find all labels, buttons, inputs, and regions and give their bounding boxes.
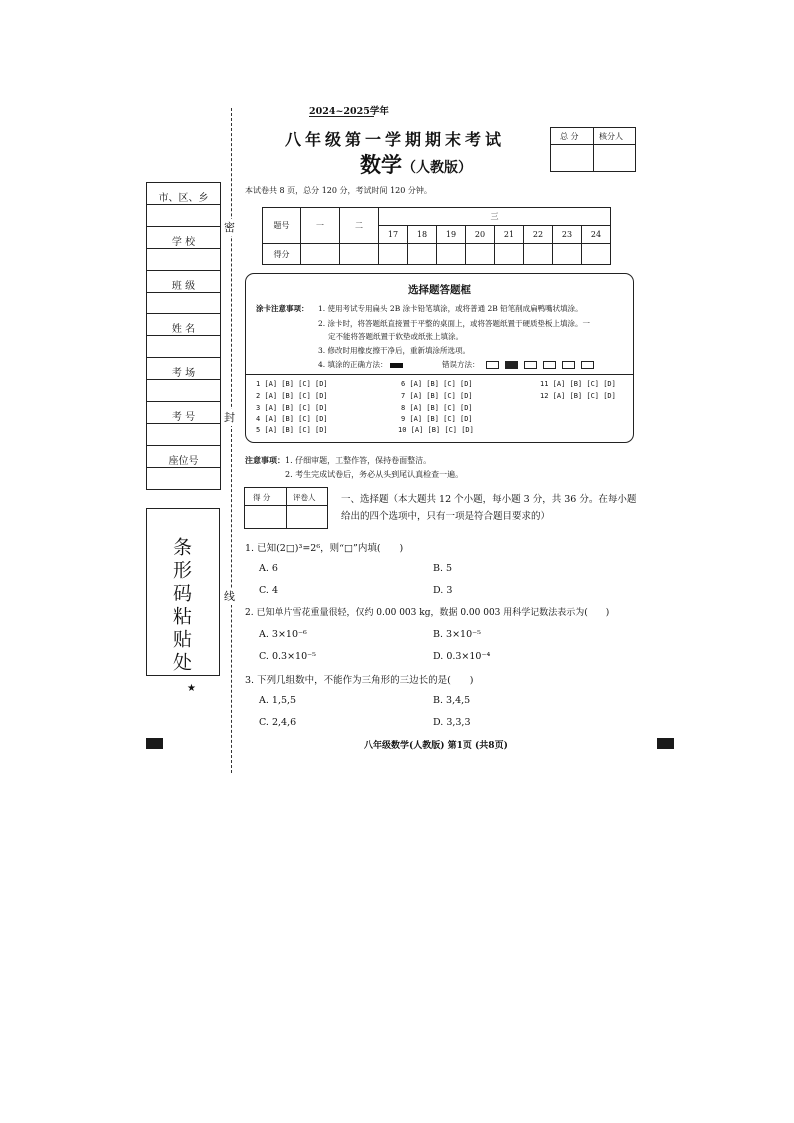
section-grade-box	[244, 487, 328, 529]
question-2-option-d[interactable]: D. 0.3×10⁻⁴	[433, 651, 491, 662]
wrong-partial-icon	[562, 361, 575, 369]
question-3-option-d[interactable]: D. 3,3,3	[433, 717, 471, 728]
barcode-area	[146, 508, 220, 676]
star-mark: ★	[187, 683, 196, 694]
question-1-option-d[interactable]: D. 3	[433, 585, 453, 596]
info-row-district[interactable]: 市、区、乡	[147, 183, 220, 227]
question-1-stem: 1. 已知(2□)³=2⁶，则“□”内填( )	[245, 543, 404, 554]
total-score-box	[550, 127, 636, 172]
exam-title: 八年级第一学期期末考试	[285, 130, 506, 149]
wrong-line-icon	[543, 361, 556, 369]
wrong-cross-icon	[524, 361, 537, 369]
total-score-label: 总 分	[560, 132, 579, 141]
answer-option-row[interactable]: 4 [A] [B] [C] [D]	[256, 415, 328, 423]
question-2-option-a[interactable]: A. 3×10⁻⁶	[259, 629, 307, 640]
notes-label: 涂卡注意事项：	[256, 304, 309, 313]
question-3-option-c[interactable]: C. 2,4,6	[259, 717, 297, 728]
info-row-seat[interactable]: 座位号	[147, 446, 220, 490]
correct-fill-icon	[390, 363, 403, 368]
info-row-class[interactable]: 班 级	[147, 271, 220, 315]
info-row-exam-room[interactable]: 考 场	[147, 358, 220, 402]
question-1-option-b[interactable]: B. 5	[433, 563, 453, 574]
exam-intro: 本试卷共 8 页，总分 120 分，考试时间 120 分钟。	[245, 186, 432, 195]
answer-option-row[interactable]: 7 [A] [B] [C] [D]	[401, 392, 473, 400]
alignment-marker-left	[146, 738, 163, 749]
question-2-stem: 2. 已知单片雪花重量很轻，仅约 0.00 003 kg，数据 0.00 003 用科学记数法表示为( )	[245, 608, 610, 618]
seal-char-feng: 封	[224, 411, 235, 424]
section-score-label: 得 分	[253, 493, 271, 502]
answer-option-row[interactable]: 2 [A] [B] [C] [D]	[256, 392, 328, 400]
score-table: 题号 一 二 三 17 18 19 20 21 22 23 24 得分	[262, 207, 611, 265]
answer-option-row[interactable]: 11 [A] [B] [C] [D]	[540, 380, 616, 388]
answer-frame: 选择题答题框 涂卡注意事项： 1. 使用考试专用扁头 2B 涂卡铅笔填涂，或将普通 2B 铅笔削成扁鸭嘴状填涂。 2. 涂卡时，将答题纸直接置于平整的桌面上，或将答题纸置于硬质垫板上填涂。一 定不能将答题纸置于软垫或纸张上填涂。 3. 修改时用橡皮擦干净后，重新填涂所选项。 4. 填涂的正确方法： 错误方法： 1 [A] [B] [C] [D] 2 [A] [B] [C] [D] 3 [A] [B] [C] [D] 4 [A] [B] [C] [D] 5 [A] [B] [C] [D] 6 [A] [B] [C] [D] 7 [A] [B] [C] [D] 8 [A] [B] [C] [D] 9 [A] [B] [C] [D] 10 [A] [B] [C] [D] 11 [A] [B] [C] [D] 12 [A] [B] [C] [D]	[245, 273, 634, 443]
answer-option-row[interactable]: 12 [A] [B] [C] [D]	[540, 392, 616, 400]
answer-option-row[interactable]: 9 [A] [B] [C] [D]	[401, 415, 473, 423]
question-3-option-a[interactable]: A. 1,5,5	[259, 695, 297, 706]
section-1-heading: 一、选择题（本大题共 12 个小题，每小题 3 分，共 36 分。在每小题给出的四个选项中，只有一项是符合题目要求的）	[341, 494, 637, 522]
answer-option-row[interactable]: 1 [A] [B] [C] [D]	[256, 380, 328, 388]
barcode-label: 条形码粘贴处	[170, 537, 192, 675]
question-2-option-b[interactable]: B. 3×10⁻⁵	[433, 629, 481, 640]
notice-label: 注意事项：	[245, 455, 285, 465]
answer-option-row[interactable]: 3 [A] [B] [C] [D]	[256, 404, 328, 412]
answer-option-row[interactable]: 8 [A] [B] [C] [D]	[401, 404, 473, 412]
student-info-box	[146, 182, 221, 490]
section-grader-label: 评卷人	[293, 493, 316, 502]
alignment-marker-right	[657, 738, 674, 749]
page-footer: 八年级数学(人教版) 第1页 (共8页)	[364, 741, 508, 751]
answer-frame-title: 选择题答题框	[408, 284, 471, 296]
question-2-option-c[interactable]: C. 0.3×10⁻⁵	[259, 651, 316, 662]
seal-char-mi: 密	[224, 221, 235, 234]
info-row-exam-number[interactable]: 考 号	[147, 402, 220, 446]
notice-line-1: 1. 仔细审题，工整作答，保持卷面整洁。	[285, 456, 432, 465]
score-table-header: 题号	[263, 208, 301, 244]
notice-line-2: 2. 考生完成试卷后，务必从头到尾认真检查一遍。	[285, 470, 464, 479]
info-row-school[interactable]: 学 校	[147, 227, 220, 271]
seal-char-xian: 线	[224, 590, 235, 603]
answer-option-row[interactable]: 10 [A] [B] [C] [D]	[398, 426, 474, 434]
question-3-stem: 3. 下列几组数中，不能作为三角形的三边长的是( )	[245, 675, 474, 686]
info-row-name[interactable]: 姓 名	[147, 314, 220, 358]
wrong-dot-icon	[505, 361, 518, 369]
answer-frame-divider	[246, 374, 633, 375]
wrong-check-icon	[486, 361, 499, 369]
subject-title: 数学（人教版）	[360, 152, 472, 177]
question-3-option-b[interactable]: B. 3,4,5	[433, 695, 471, 706]
edition-label: （人教版）	[402, 160, 472, 176]
checker-label: 核分人	[599, 132, 623, 141]
answer-option-row[interactable]: 5 [A] [B] [C] [D]	[256, 426, 328, 434]
question-1-option-a[interactable]: A. 6	[259, 563, 278, 574]
wrong-slash-icon	[581, 361, 594, 369]
seal-dashed-line	[231, 108, 232, 773]
question-1-option-c[interactable]: C. 4	[259, 585, 279, 596]
year-underline	[309, 116, 374, 117]
school-year: 2024~2025学年	[309, 106, 389, 117]
answer-option-row[interactable]: 6 [A] [B] [C] [D]	[401, 380, 473, 388]
